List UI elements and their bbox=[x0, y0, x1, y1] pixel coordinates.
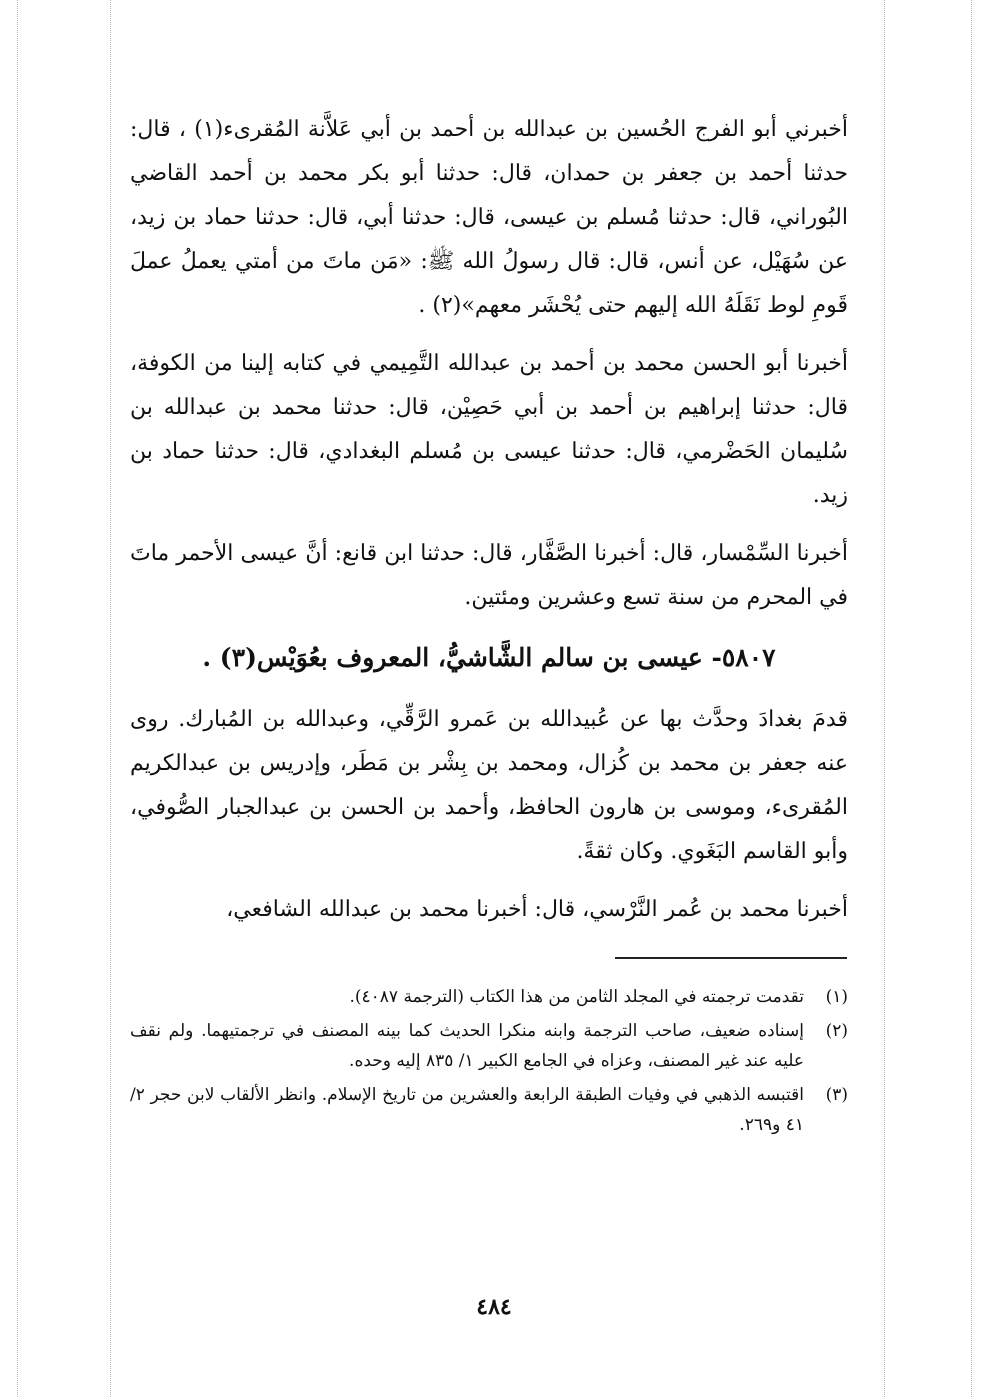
footnote-number: (٢) bbox=[825, 1021, 848, 1041]
scan-margin-line bbox=[17, 0, 18, 1397]
footnote bbox=[130, 1080, 848, 1140]
scan-margin-line bbox=[110, 0, 111, 1397]
footnote-number: (١) bbox=[825, 987, 848, 1007]
scan-margin-line bbox=[971, 0, 972, 1397]
footnote bbox=[130, 982, 848, 1012]
footnote-number: (٣) bbox=[825, 1085, 848, 1105]
footnote-divider bbox=[615, 957, 847, 959]
paragraph: أخبرني أبو الفرج الحُسين بن عبدالله بن أحمد بن أبي عَلاَّنة المُقرىء(١) ، قال: حدثنا أحمد بن جعفر بن حمدان، قال: حدثنا أبو بكر محمد بن أحمد القاضي البُوراني، قال: حدثنا مُسلم بن عيسى، قال: حدثنا أبي، قال: حدثنا حماد بن زيد، عن سُهَيْل، عن أنس، قال: قال رسولُ الله ﷺ: «مَن ماتَ من أمتي يعملُ عملَ قَومِ لوط نَقَلَهُ الله إليهم حتى يُحْشَر معهم»(٢) . bbox=[130, 117, 848, 318]
footnote bbox=[130, 1016, 848, 1076]
footnote-text: إسناده ضعيف، صاحب الترجمة وابنه منكرا الحديث كما بينه المصنف في ترجمتيهما. ولم نقف عليه عند غير المصنف، وعزاه في الجامع الكبير ١/ ٨٣٥ إليه وحده. bbox=[130, 1021, 804, 1071]
paragraph: أخبرنا السِّمْسار، قال: أخبرنا الصَّفَّار، قال: حدثنا ابن قانع: أنَّ عيسى الأحمر ماتَ في المحرم من سنة تسع وعشرين ومئتين. bbox=[130, 541, 848, 610]
footnote-text: اقتبسه الذهبي في وفيات الطبقة الرابعة والعشرين من تاريخ الإسلام. وانظر الألقاب لابن حجر ٢/ ٤١ و٢٦٩. bbox=[130, 1085, 804, 1135]
footnote-text: تقدمت ترجمته في المجلد الثامن من هذا الكتاب (الترجمة ٤٠٨٧). bbox=[349, 987, 804, 1007]
paragraph: قدمَ بغدادَ وحدَّث بها عن عُبيدالله بن عَمرو الرَّقِّي، وعبدالله بن المُبارك. روى عنه جعفر بن محمد بن كُزال، ومحمد بن بِشْر بن مَطَر، وإدريس بن عبدالكريم المُقرىء، وموسى بن هارون الحافظ، وأحمد بن الحسن بن عبدالجبار الصُّوفي، وأبو القاسم البَغَوي. وكان ثقةً. bbox=[130, 707, 848, 864]
paragraph: أخبرنا محمد بن عُمر النَّرْسي، قال: أخبرنا محمد بن عبدالله الشافعي، bbox=[226, 897, 848, 922]
entry-heading: ٥٨٠٧- عيسى بن سالم الشَّاشيُّ، المعروف بعُوَيْس(٣) . bbox=[202, 643, 776, 672]
scan-margin-line bbox=[884, 0, 885, 1397]
footnotes bbox=[130, 982, 848, 1144]
paragraph: أخبرنا أبو الحسن محمد بن أحمد بن عبدالله التَّمِيمي في كتابه إلينا من الكوفة، قال: حدثنا إبراهيم بن أحمد بن أبي حَصِيْن، قال: حدثنا محمد بن عبدالله بن سُليمان الحَضْرمي، قال: حدثنا عيسى بن مُسلم البغدادي، قال: حدثنا حماد بن زيد. bbox=[130, 351, 848, 508]
page-number: ٤٨٤ bbox=[476, 1294, 512, 1320]
main-text bbox=[130, 108, 848, 946]
